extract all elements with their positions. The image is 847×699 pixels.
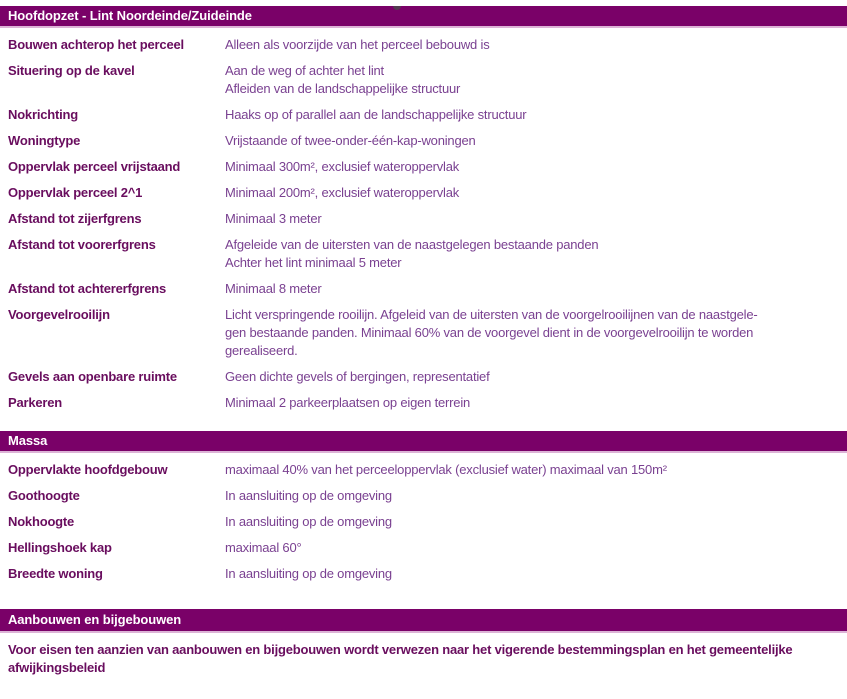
row-value bbox=[225, 210, 847, 228]
row-label: Afstand tot achtererfgrens bbox=[8, 281, 167, 296]
table-row bbox=[8, 184, 847, 202]
table-row bbox=[8, 132, 847, 150]
row-value bbox=[225, 513, 847, 531]
row-label: Voorgevelrooilijn bbox=[8, 307, 110, 322]
row-label: Bouwen achterop het perceel bbox=[8, 37, 184, 52]
section-rows bbox=[0, 28, 847, 412]
row-value-line: Alleen als voorzijde van het perceel bebouwd is bbox=[225, 37, 490, 52]
section-3 bbox=[0, 609, 847, 677]
table-row bbox=[8, 106, 847, 124]
section-title: Massa bbox=[8, 433, 48, 448]
row-value-line: maximaal 60° bbox=[225, 540, 302, 555]
row-label: Parkeren bbox=[8, 395, 63, 410]
row-value-line: Minimaal 200m², exclusief wateroppervlak bbox=[225, 185, 460, 200]
row-value bbox=[225, 132, 847, 150]
table-row bbox=[8, 36, 847, 54]
table-row bbox=[8, 158, 847, 176]
row-value bbox=[225, 106, 847, 124]
row-label: Oppervlakte hoofdgebouw bbox=[8, 462, 168, 477]
row-value bbox=[225, 565, 847, 583]
table-row bbox=[8, 513, 847, 531]
row-value-line: Minimaal 8 meter bbox=[225, 281, 322, 296]
table-row bbox=[8, 306, 847, 360]
table-row bbox=[8, 394, 847, 412]
table-row bbox=[8, 62, 847, 98]
row-value bbox=[225, 539, 847, 557]
row-value bbox=[225, 487, 847, 505]
row-value-line: In aansluiting op de omgeving bbox=[225, 514, 392, 529]
row-label: Nokhoogte bbox=[8, 514, 75, 529]
row-label: Afstand tot voorerfgrens bbox=[8, 237, 156, 252]
section-title: Hoofdopzet - Lint Noordeinde/Zuideinde bbox=[8, 8, 252, 23]
table-row bbox=[8, 461, 847, 479]
row-label: Nokrichting bbox=[8, 107, 79, 122]
row-label: Situering op de kavel bbox=[8, 63, 135, 78]
row-value-line: Geen dichte gevels of bergingen, representatief bbox=[225, 369, 490, 384]
section-1 bbox=[0, 6, 847, 412]
row-value bbox=[225, 236, 847, 272]
table-row bbox=[8, 539, 847, 557]
row-value-line: Vrijstaande of twee-onder-één-kap-woningen bbox=[225, 133, 476, 148]
row-value bbox=[225, 461, 847, 479]
row-value-line: Minimaal 2 parkeerplaatsen op eigen terrein bbox=[225, 395, 471, 410]
row-label: Woningtype bbox=[8, 133, 81, 148]
section-header-bar bbox=[0, 6, 847, 28]
table-row bbox=[8, 210, 847, 228]
row-label: Afstand tot zijerfgrens bbox=[8, 211, 142, 226]
row-label: Hellingshoek kap bbox=[8, 540, 112, 555]
row-value-line: Afleiden van de landschappelijke structuur bbox=[225, 81, 461, 96]
row-value-line: In aansluiting op de omgeving bbox=[225, 566, 392, 581]
section-title: Aanbouwen en bijgebouwen bbox=[8, 612, 182, 627]
row-value-line: Minimaal 3 meter bbox=[225, 211, 322, 226]
section-2 bbox=[0, 431, 847, 583]
row-label: Oppervlak perceel vrijstaand bbox=[8, 159, 181, 174]
row-value bbox=[225, 158, 847, 176]
row-value-line: In aansluiting op de omgeving bbox=[225, 488, 392, 503]
section-rows bbox=[0, 453, 847, 583]
table-row bbox=[8, 487, 847, 505]
section-note: Voor eisen ten aanzien van aanbouwen en bijgebouwen wordt verwezen naar het vigerende bestemmingsplan en het gemeentelijke afwijkingsbeleid bbox=[8, 642, 793, 675]
table-row bbox=[8, 280, 847, 298]
row-value-line: Haaks op of parallel aan de landschappelijke structuur bbox=[225, 107, 527, 122]
table-row bbox=[8, 565, 847, 583]
document bbox=[0, 6, 847, 677]
row-value-line: gerealiseerd. bbox=[225, 343, 298, 358]
row-value-line: Achter het lint minimaal 5 meter bbox=[225, 255, 402, 270]
row-value-line: Aan de weg of achter het lint bbox=[225, 63, 384, 78]
row-value bbox=[225, 306, 847, 360]
row-value-line: Afgeleide van de uitersten van de naastgelegen bestaande panden bbox=[225, 237, 599, 252]
row-value bbox=[225, 36, 847, 54]
row-value bbox=[225, 62, 847, 98]
row-value bbox=[225, 394, 847, 412]
row-value-line: maximaal 40% van het perceeloppervlak (exclusief water) maximaal van 150m² bbox=[225, 462, 667, 477]
row-label: Oppervlak perceel 2^1 bbox=[8, 185, 143, 200]
row-value-line: Minimaal 300m², exclusief wateroppervlak bbox=[225, 159, 460, 174]
row-label: Breedte woning bbox=[8, 566, 103, 581]
table-row bbox=[8, 236, 847, 272]
row-label: Gevels aan openbare ruimte bbox=[8, 369, 177, 384]
row-value bbox=[225, 280, 847, 298]
row-value-line: gen bestaande panden. Minimaal 60% van de voorgevel dient in de voorgevelrooilijn te worden bbox=[225, 325, 754, 340]
section-header-bar bbox=[0, 609, 847, 633]
section-header-bar bbox=[0, 431, 847, 453]
row-value bbox=[225, 184, 847, 202]
row-label: Goothoogte bbox=[8, 488, 80, 503]
row-value-line: Licht verspringende rooilijn. Afgeleid van de uitersten van de voorgelrooilijnen van de naastgele- bbox=[225, 307, 758, 322]
table-row bbox=[8, 368, 847, 386]
row-value bbox=[225, 368, 847, 386]
